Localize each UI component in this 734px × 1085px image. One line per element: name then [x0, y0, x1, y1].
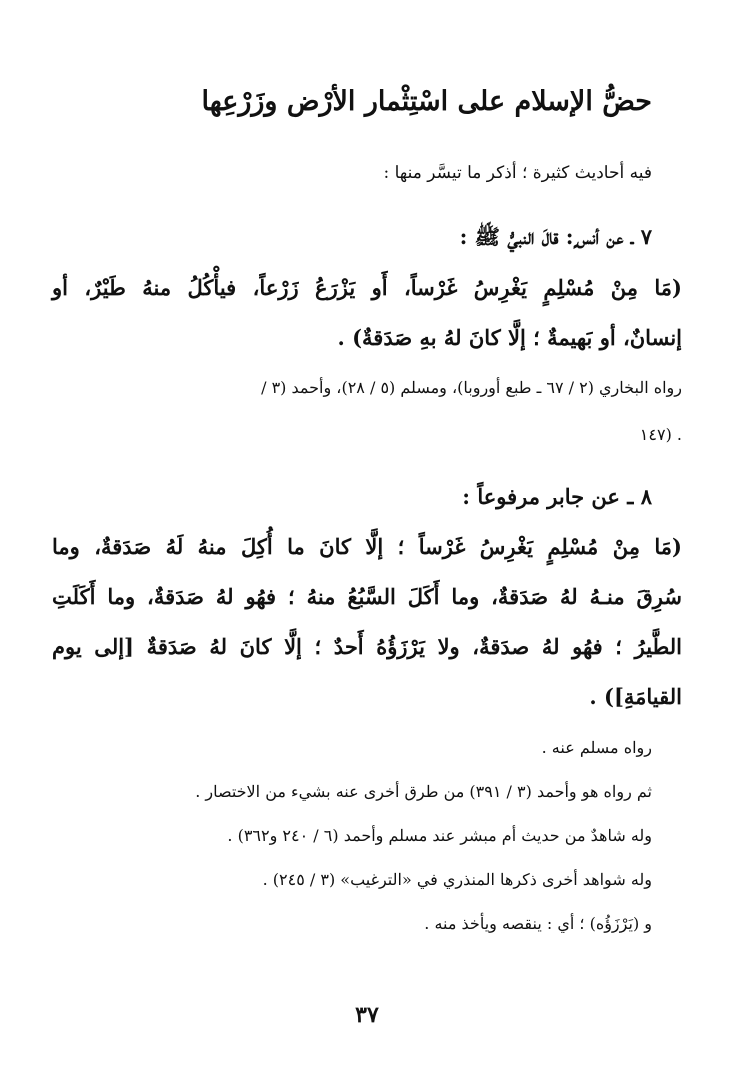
hadith-8-note: و (يَرْزَؤُه) ؛ أي : ينقصه ويأخذ منه . — [424, 914, 652, 933]
hadith-8-text-line: الطَّيرُ ؛ فهُو لهُ صدَقةٌ، ولا يَرْزَؤُهُ أَحدٌ ؛ إلَّا كانَ لهُ صَدَقةٌ [إلى يوم — [52, 634, 682, 659]
hadith-7-source-line: ١٤٧) . — [639, 425, 682, 444]
chapter-title: حضُّ الإسلام على اسْتِثْمار الأرْض وزَرْعِها — [201, 86, 652, 117]
hadith-7-text-line: (مَا مِنْ مُسْلِمٍ يَغْرِسُ غَرْساً، أَو يَزْرَعُ زَرْعاً، فيأْكُلُ منهُ طَيْرٌ، أو — [52, 275, 682, 300]
hadith-8-text-line: سُرِقَ منـهُ لهُ صَدَقةٌ، وما أَكَلَ السَّبُعُ منهُ ؛ فهُو لهُ صَدَقةٌ، وما أَكَلَتِ — [52, 584, 682, 609]
hadith-8-heading: ٨ ـ عن جابر مرفوعاً : — [462, 484, 652, 509]
hadith-8-note: رواه مسلم عنه . — [541, 738, 652, 757]
hadith-8-note: وله شواهد أخرى ذكرها المنذري في «الترغيب» (٣ / ٢٤٥) . — [262, 870, 652, 889]
hadith-7-text-line: إنسانٌ، أو بَهيمةٌ ؛ إلَّا كانَ لهُ بهِ صَدَقةٌ) . — [337, 325, 682, 350]
hadith-8-note: ثم رواه هو وأحمد (٣ / ٣٩١) من طرق أخرى عنه بشيء من الاختصار . — [195, 782, 652, 801]
hadith-8-text-line: (مَا مِنْ مُسْلِمٍ يَغْرِسُ غَرْساً ؛ إلَّا كانَ ما أُكِلَ منهُ لَهُ صَدَقةٌ، وما — [52, 534, 682, 559]
hadith-7-source-line: رواه البخاري (٢ / ٦٧ ـ طبع أوروبا)، ومسلم (٥ / ٢٨)، وأحمد (٣ / — [261, 378, 682, 397]
chapter-intro: فيه أحاديث كثيرة ؛ أذكر ما تيسَّر منها : — [383, 163, 652, 183]
hadith-8-text-line: القيامَةِ]) . — [589, 684, 682, 709]
hadith-7-heading: ٧ ـ عن أنس ٍ: قالَ النبيُّ ﷺ : — [459, 224, 652, 249]
page-number: ٣٧ — [355, 1002, 379, 1028]
hadith-8-note: وله شاهدٌ من حديث أم مبشر عند مسلم وأحمد (٦ / ٢٤٠ و٣٦٢) . — [227, 826, 652, 845]
